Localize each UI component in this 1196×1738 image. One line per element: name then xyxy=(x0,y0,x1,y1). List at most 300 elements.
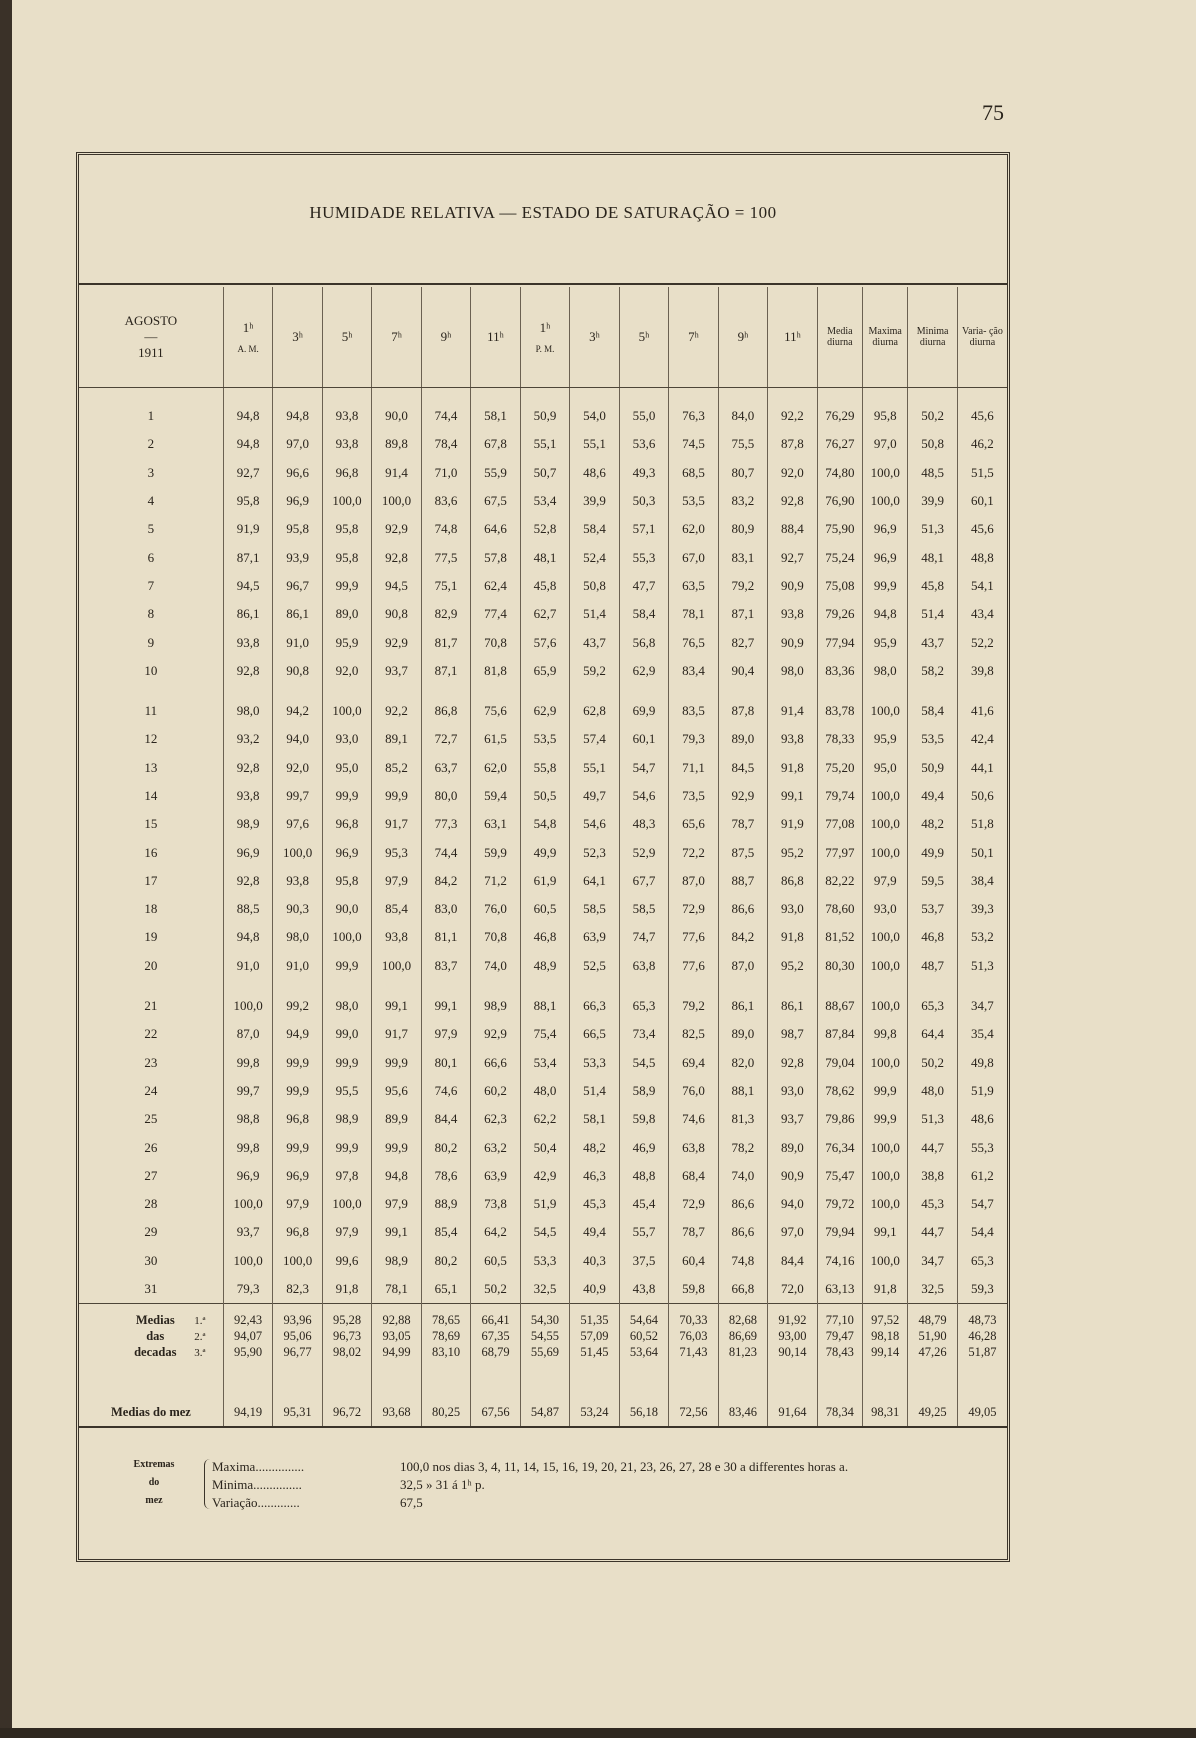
value-cell: 91,0 xyxy=(223,952,272,980)
month-mean xyxy=(79,1360,1007,1427)
value-cell: 51,9 xyxy=(957,1077,1007,1105)
value-cell: 100,0 xyxy=(322,487,371,515)
value-cell: 92,8 xyxy=(768,1049,817,1077)
value-cell: 54,1 xyxy=(957,572,1007,600)
value-cell: 90,8 xyxy=(273,657,322,685)
value-cell: 63,9 xyxy=(471,1162,520,1190)
value-cell: 99,9 xyxy=(372,1133,421,1161)
value-cell: 48,0 xyxy=(908,1077,957,1105)
value-cell: 89,8 xyxy=(372,430,421,458)
value-cell: 73,5 xyxy=(669,782,718,810)
day-number: 28 xyxy=(144,1196,158,1212)
value-cell: 58,4 xyxy=(619,600,668,628)
table-row xyxy=(79,628,1007,656)
value-cell: 99,7 xyxy=(273,782,322,810)
value-cell: 50,7 xyxy=(520,459,569,487)
value-cell: 93,05 xyxy=(372,1328,421,1344)
value-cell: 83,4 xyxy=(669,657,718,685)
table-row xyxy=(79,430,1007,458)
value-cell: 94,8 xyxy=(372,1162,421,1190)
value-cell: 76,0 xyxy=(471,895,520,923)
value-cell: 55,3 xyxy=(957,1133,1007,1161)
value-cell: 99,9 xyxy=(273,1049,322,1077)
value-cell: 86,1 xyxy=(718,992,767,1020)
value-cell: 54,7 xyxy=(619,754,668,782)
value-cell: 93,8 xyxy=(322,402,371,430)
value-cell: 74,7 xyxy=(619,923,668,951)
table-row xyxy=(79,1247,1007,1275)
value-cell: 77,3 xyxy=(421,810,470,838)
value-cell: 53,6 xyxy=(619,430,668,458)
day-number: 16 xyxy=(144,844,158,860)
value-cell: 54,6 xyxy=(619,782,668,810)
value-cell: 89,0 xyxy=(718,725,767,753)
value-cell: 52,9 xyxy=(619,838,668,866)
value-cell: 55,0 xyxy=(619,402,668,430)
value-cell: 100,0 xyxy=(863,952,908,980)
value-cell: 75,20 xyxy=(817,754,862,782)
value-cell: 100,0 xyxy=(322,1190,371,1218)
value-cell: 72,7 xyxy=(421,725,470,753)
value-cell: 48,9 xyxy=(520,952,569,980)
value-cell: 78,34 xyxy=(817,1360,862,1427)
extreme-value: 100,0 nos dias 3, 4, 11, 14, 15, 16, 19, 20, 21, 23, 26, 27, 28 e 30 a differentes horas a. xyxy=(400,1459,849,1474)
decade-row xyxy=(79,1304,1007,1329)
value-cell: 93,0 xyxy=(768,1077,817,1105)
value-cell: 51,3 xyxy=(957,952,1007,980)
spacer-cell xyxy=(863,980,908,992)
value-cell: 100,0 xyxy=(863,459,908,487)
value-cell: 68,79 xyxy=(471,1344,520,1360)
value-cell: 98,0 xyxy=(863,657,908,685)
value-cell: 51,45 xyxy=(570,1344,619,1360)
value-cell: 50,2 xyxy=(908,1049,957,1077)
value-cell: 78,33 xyxy=(817,725,862,753)
value-cell: 95,9 xyxy=(322,628,371,656)
value-cell: 86,69 xyxy=(718,1328,767,1344)
value-cell: 96,9 xyxy=(273,1162,322,1190)
value-cell: 79,94 xyxy=(817,1218,862,1246)
spacer-cell xyxy=(223,980,272,992)
header-hour: 9ʰ xyxy=(718,287,767,388)
value-cell: 48,79 xyxy=(908,1304,957,1329)
value-cell: 60,2 xyxy=(471,1077,520,1105)
value-cell: 72,2 xyxy=(669,838,718,866)
value-cell: 42,9 xyxy=(520,1162,569,1190)
value-cell: 82,68 xyxy=(718,1304,767,1329)
table-row xyxy=(79,923,1007,951)
spacer-cell xyxy=(322,980,371,992)
value-cell: 94,5 xyxy=(223,572,272,600)
value-cell: 79,72 xyxy=(817,1190,862,1218)
value-cell: 50,8 xyxy=(908,430,957,458)
value-cell: 99,1 xyxy=(372,992,421,1020)
value-cell: 60,4 xyxy=(669,1247,718,1275)
header-hour: 3ʰ xyxy=(570,287,619,388)
day-number: 24 xyxy=(144,1082,158,1098)
value-cell: 50,5 xyxy=(520,782,569,810)
value-cell: 83,5 xyxy=(669,697,718,725)
header-hour: 11ʰ xyxy=(768,287,817,388)
value-cell: 39,9 xyxy=(570,487,619,515)
value-cell: 65,9 xyxy=(520,657,569,685)
spacer-row xyxy=(79,685,1007,697)
value-cell: 62,8 xyxy=(570,697,619,725)
value-cell: 93,2 xyxy=(223,725,272,753)
spacer-cell xyxy=(322,685,371,697)
value-cell: 61,2 xyxy=(957,1162,1007,1190)
value-cell: 48,2 xyxy=(570,1133,619,1161)
value-cell: 87,1 xyxy=(223,543,272,571)
value-cell: 48,8 xyxy=(957,543,1007,571)
value-cell: 80,30 xyxy=(817,952,862,980)
value-cell: 54,55 xyxy=(520,1328,569,1344)
spacer-cell xyxy=(273,388,322,403)
value-cell: 60,5 xyxy=(520,895,569,923)
spacer-cell xyxy=(908,980,957,992)
value-cell: 48,5 xyxy=(908,459,957,487)
value-cell: 48,8 xyxy=(619,1162,668,1190)
value-cell: 55,1 xyxy=(570,754,619,782)
value-cell: 92,9 xyxy=(471,1020,520,1048)
value-cell: 92,8 xyxy=(223,657,272,685)
value-cell: 86,6 xyxy=(718,1190,767,1218)
value-cell: 96,9 xyxy=(273,487,322,515)
value-cell: 50,9 xyxy=(908,754,957,782)
scan-bottom-edge xyxy=(0,1728,1196,1738)
value-cell: 58,4 xyxy=(570,515,619,543)
spacer-cell xyxy=(570,388,619,403)
value-cell: 48,3 xyxy=(619,810,668,838)
spacer-cell xyxy=(372,980,421,992)
value-cell: 97,9 xyxy=(322,1218,371,1246)
value-cell: 94,0 xyxy=(768,1190,817,1218)
value-cell: 81,23 xyxy=(718,1344,767,1360)
value-cell: 92,8 xyxy=(768,487,817,515)
value-cell: 63,8 xyxy=(669,1133,718,1161)
table-row xyxy=(79,867,1007,895)
value-cell: 63,5 xyxy=(669,572,718,600)
value-cell: 72,9 xyxy=(669,1190,718,1218)
value-cell: 59,3 xyxy=(957,1275,1007,1304)
value-cell: 87,84 xyxy=(817,1020,862,1048)
value-cell: 100,0 xyxy=(372,952,421,980)
value-cell: 64,4 xyxy=(908,1020,957,1048)
value-cell: 66,8 xyxy=(718,1275,767,1304)
value-cell: 99,1 xyxy=(863,1218,908,1246)
value-cell: 51,3 xyxy=(908,1105,957,1133)
value-cell: 97,8 xyxy=(322,1162,371,1190)
value-cell: 75,90 xyxy=(817,515,862,543)
value-cell: 78,69 xyxy=(421,1328,470,1344)
header-hour: 7ʰ xyxy=(372,287,421,388)
value-cell: 38,4 xyxy=(957,867,1007,895)
value-cell: 94,19 xyxy=(223,1360,272,1427)
value-cell: 59,9 xyxy=(471,838,520,866)
value-cell: 92,43 xyxy=(223,1304,272,1329)
spacer-cell xyxy=(768,685,817,697)
value-cell: 74,4 xyxy=(421,838,470,866)
value-cell: 98,0 xyxy=(768,657,817,685)
value-cell: 51,4 xyxy=(570,600,619,628)
value-cell: 57,8 xyxy=(471,543,520,571)
value-cell: 91,4 xyxy=(372,459,421,487)
day-number: 3 xyxy=(147,464,155,480)
value-cell: 83,46 xyxy=(718,1360,767,1427)
day-number: 8 xyxy=(147,606,155,622)
spacer-cell xyxy=(570,980,619,992)
value-cell: 80,7 xyxy=(718,459,767,487)
extremes-label: Extremas xyxy=(133,1459,175,1470)
value-cell: 74,5 xyxy=(669,430,718,458)
value-cell: 97,9 xyxy=(863,867,908,895)
value-cell: 41,6 xyxy=(957,697,1007,725)
value-cell: 84,5 xyxy=(718,754,767,782)
value-cell: 39,9 xyxy=(908,487,957,515)
value-cell: 51,5 xyxy=(957,459,1007,487)
value-cell: 43,7 xyxy=(908,628,957,656)
value-cell: 79,74 xyxy=(817,782,862,810)
value-cell: 67,0 xyxy=(669,543,718,571)
value-cell: 63,2 xyxy=(471,1133,520,1161)
value-cell: 95,8 xyxy=(223,487,272,515)
value-cell: 83,1 xyxy=(718,543,767,571)
day-number: 26 xyxy=(144,1139,158,1155)
value-cell: 83,2 xyxy=(718,487,767,515)
value-cell: 90,0 xyxy=(322,895,371,923)
value-cell: 55,1 xyxy=(520,430,569,458)
value-cell: 92,9 xyxy=(372,628,421,656)
value-cell: 87,0 xyxy=(718,952,767,980)
value-cell: 100,0 xyxy=(863,810,908,838)
value-cell: 47,7 xyxy=(619,572,668,600)
value-cell: 32,5 xyxy=(520,1275,569,1304)
value-cell: 99,9 xyxy=(322,1049,371,1077)
value-cell: 50,8 xyxy=(570,572,619,600)
value-cell: 45,3 xyxy=(570,1190,619,1218)
value-cell: 51,9 xyxy=(520,1190,569,1218)
month-mean-label: Medias do mez xyxy=(79,1360,223,1427)
value-cell: 81,8 xyxy=(471,657,520,685)
value-cell: 65,3 xyxy=(908,992,957,1020)
value-cell: 99,1 xyxy=(768,782,817,810)
extreme-value: 67,5 xyxy=(400,1495,423,1510)
value-cell: 59,8 xyxy=(619,1105,668,1133)
value-cell: 58,9 xyxy=(619,1077,668,1105)
value-cell: 62,9 xyxy=(619,657,668,685)
value-cell: 62,9 xyxy=(520,697,569,725)
value-cell: 55,8 xyxy=(520,754,569,782)
spacer-cell xyxy=(908,388,957,403)
value-cell: 88,67 xyxy=(817,992,862,1020)
value-cell: 83,78 xyxy=(817,697,862,725)
table-frame xyxy=(76,152,1010,1562)
table-row xyxy=(79,992,1007,1020)
value-cell: 40,9 xyxy=(570,1275,619,1304)
value-cell: 89,0 xyxy=(768,1133,817,1161)
value-cell: 55,1 xyxy=(570,430,619,458)
value-cell: 99,9 xyxy=(273,1133,322,1161)
value-cell: 96,8 xyxy=(273,1105,322,1133)
value-cell: 67,8 xyxy=(471,430,520,458)
value-cell: 100,0 xyxy=(863,782,908,810)
value-cell: 96,6 xyxy=(273,459,322,487)
value-cell: 48,1 xyxy=(520,543,569,571)
value-cell: 53,3 xyxy=(570,1049,619,1077)
value-cell: 39,3 xyxy=(957,895,1007,923)
value-cell: 50,9 xyxy=(520,402,569,430)
table-row xyxy=(79,1275,1007,1304)
value-cell: 50,1 xyxy=(957,838,1007,866)
value-cell: 81,3 xyxy=(718,1105,767,1133)
value-cell: 96,8 xyxy=(322,459,371,487)
value-cell: 62,3 xyxy=(471,1105,520,1133)
extreme-name: Minima............... xyxy=(212,1477,302,1492)
value-cell: 81,52 xyxy=(817,923,862,951)
value-cell: 88,4 xyxy=(768,515,817,543)
decade-ordinal: 2.ª xyxy=(194,1330,206,1343)
value-cell: 75,5 xyxy=(718,430,767,458)
value-cell: 56,8 xyxy=(619,628,668,656)
value-cell: 97,9 xyxy=(372,1190,421,1218)
value-cell: 73,4 xyxy=(619,1020,668,1048)
value-cell: 50,3 xyxy=(619,487,668,515)
value-cell: 87,5 xyxy=(718,838,767,866)
value-cell: 43,4 xyxy=(957,600,1007,628)
value-cell: 64,2 xyxy=(471,1218,520,1246)
value-cell: 46,8 xyxy=(908,923,957,951)
spacer-cell xyxy=(570,685,619,697)
value-cell: 77,10 xyxy=(817,1304,862,1329)
header-date xyxy=(79,287,223,388)
day-number: 27 xyxy=(144,1167,158,1183)
decade-label xyxy=(79,1344,223,1360)
value-cell: 99,7 xyxy=(223,1077,272,1105)
day-number: 11 xyxy=(144,703,158,719)
value-cell: 99,0 xyxy=(322,1020,371,1048)
spacer-cell xyxy=(273,685,322,697)
value-cell: 49,4 xyxy=(908,782,957,810)
value-cell: 76,5 xyxy=(669,628,718,656)
value-cell: 58,1 xyxy=(471,402,520,430)
value-cell: 60,1 xyxy=(957,487,1007,515)
value-cell: 95,06 xyxy=(273,1328,322,1344)
value-cell: 94,8 xyxy=(223,923,272,951)
value-cell: 97,52 xyxy=(863,1304,908,1329)
table-row xyxy=(79,402,1007,430)
value-cell: 93,96 xyxy=(273,1304,322,1329)
value-cell: 53,24 xyxy=(570,1360,619,1427)
value-cell: 70,8 xyxy=(471,628,520,656)
value-cell: 99,8 xyxy=(223,1049,272,1077)
value-cell: 63,13 xyxy=(817,1275,862,1304)
value-cell: 74,8 xyxy=(421,515,470,543)
value-cell: 79,2 xyxy=(669,992,718,1020)
value-cell: 80,2 xyxy=(421,1133,470,1161)
value-cell: 84,2 xyxy=(718,923,767,951)
am-label: A. M. xyxy=(237,344,259,354)
spacer-cell xyxy=(957,388,1007,403)
decade-row xyxy=(79,1328,1007,1344)
value-cell: 50,2 xyxy=(471,1275,520,1304)
value-cell: 62,0 xyxy=(669,515,718,543)
table-title: HUMIDADE RELATIVA — ESTADO DE SATURAÇÃO = 100 xyxy=(309,203,777,222)
value-cell: 100,0 xyxy=(273,838,322,866)
value-cell: 97,0 xyxy=(273,430,322,458)
value-cell: 55,9 xyxy=(471,459,520,487)
table-row xyxy=(79,572,1007,600)
table-row xyxy=(79,725,1007,753)
value-cell: 54,30 xyxy=(520,1304,569,1329)
day-number: 25 xyxy=(144,1111,158,1127)
value-cell: 96,73 xyxy=(322,1328,371,1344)
value-cell: 65,1 xyxy=(421,1275,470,1304)
value-cell: 79,26 xyxy=(817,600,862,628)
value-cell: 48,6 xyxy=(957,1105,1007,1133)
value-cell: 55,7 xyxy=(619,1218,668,1246)
value-cell: 78,7 xyxy=(718,810,767,838)
value-cell: 91,92 xyxy=(768,1304,817,1329)
value-cell: 71,43 xyxy=(669,1344,718,1360)
value-cell: 98,9 xyxy=(322,1105,371,1133)
value-cell: 95,2 xyxy=(768,838,817,866)
value-cell: 74,6 xyxy=(669,1105,718,1133)
value-cell: 66,41 xyxy=(471,1304,520,1329)
value-cell: 93,00 xyxy=(768,1328,817,1344)
value-cell: 93,7 xyxy=(223,1218,272,1246)
value-cell: 54,64 xyxy=(619,1304,668,1329)
value-cell: 72,9 xyxy=(669,895,718,923)
extreme-name: Maxima............... xyxy=(212,1459,305,1474)
value-cell: 81,7 xyxy=(421,628,470,656)
value-cell: 79,3 xyxy=(669,725,718,753)
value-cell: 86,6 xyxy=(718,1218,767,1246)
day-number: 17 xyxy=(144,872,158,888)
value-cell: 98,18 xyxy=(863,1328,908,1344)
value-cell: 95,31 xyxy=(273,1360,322,1427)
table-row xyxy=(79,543,1007,571)
table-row xyxy=(79,754,1007,782)
extremes-label: do xyxy=(148,1477,160,1488)
spacer-cell xyxy=(863,685,908,697)
value-cell: 52,2 xyxy=(957,628,1007,656)
day-number: 1 xyxy=(147,408,155,424)
value-cell: 77,6 xyxy=(669,952,718,980)
value-cell: 88,5 xyxy=(223,895,272,923)
value-cell: 100,0 xyxy=(863,1247,908,1275)
value-cell: 92,7 xyxy=(768,543,817,571)
table-row xyxy=(79,1190,1007,1218)
value-cell: 92,0 xyxy=(273,754,322,782)
value-cell: 97,9 xyxy=(273,1190,322,1218)
value-cell: 100,0 xyxy=(223,1190,272,1218)
value-cell: 51,4 xyxy=(908,600,957,628)
value-cell: 95,8 xyxy=(322,867,371,895)
value-cell: 54,6 xyxy=(570,810,619,838)
value-cell: 76,90 xyxy=(817,487,862,515)
value-cell: 91,8 xyxy=(863,1275,908,1304)
value-cell: 59,4 xyxy=(471,782,520,810)
value-cell: 95,8 xyxy=(322,515,371,543)
value-cell: 86,6 xyxy=(718,895,767,923)
value-cell: 66,3 xyxy=(570,992,619,1020)
spacer-cell xyxy=(471,685,520,697)
value-cell: 95,0 xyxy=(863,754,908,782)
value-cell: 95,5 xyxy=(322,1077,371,1105)
value-cell: 60,5 xyxy=(471,1247,520,1275)
value-cell: 48,6 xyxy=(570,459,619,487)
value-cell: 70,8 xyxy=(471,923,520,951)
